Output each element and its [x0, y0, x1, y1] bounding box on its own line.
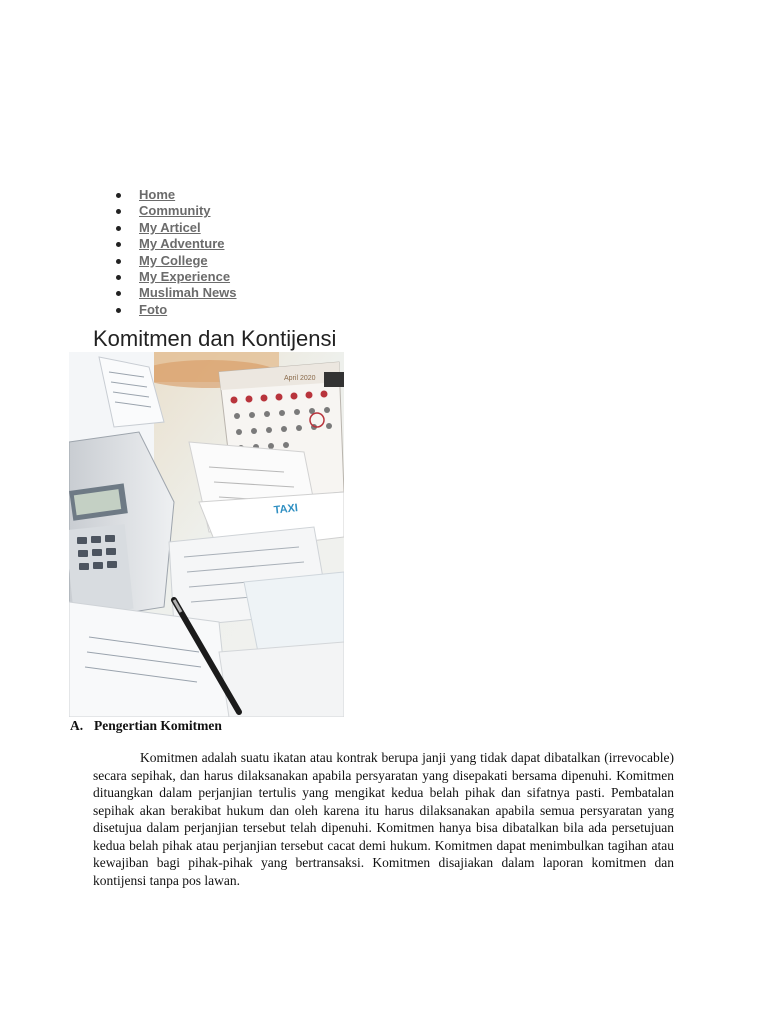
bullet-icon: [116, 209, 121, 214]
nav-item-community: [116, 203, 237, 219]
bullet-icon: [116, 259, 121, 264]
nav-item-my-adventure: [116, 236, 237, 252]
nav-item-home: [116, 187, 237, 203]
body-paragraph: Komitmen adalah suatu ikatan atau kontrak berupa janji yang tidak dapat dibatalkan (irrevocable) secara sepihak, dan harus dilaksanakan apabila persyaratan yang disepakati bersama dipenuhi. Komitmen dituangkan dalam perjanjian tertulis yang mengikat kedua belah pihak dan sifatnya pasti. Pembatalan sepihak akan berakibat hukum dan oleh karena itu harus dilaksanakan apabila semua persyaratan yang disetujua dalam perjanjian tersebut telah dipenuhi. Komitmen hanya bisa dibatalkan bila ada persetujuan kedua belah pihak atau perjanjian tersebut cacat demi hukum. Komitmen dapat menimbulkan tagihan atau kewajiban bagi pihak-pihak yang bertransaksi. Komitmen disajiakan dalam laporan komitmen dan kontijensi tanpa pos lawan.: [93, 750, 674, 888]
nav-item-my-articel: [116, 220, 237, 236]
bullet-icon: [116, 275, 121, 280]
nav-link-my-adventure[interactable]: My Adventure: [139, 236, 225, 252]
bullet-icon: [116, 242, 121, 247]
nav-link-home[interactable]: Home: [139, 187, 176, 202]
bullet-icon: [116, 291, 121, 296]
bullet-icon: [116, 193, 121, 198]
section-heading: [70, 718, 222, 734]
accounting-photo: [69, 352, 344, 717]
nav-item-my-experience: [116, 269, 237, 285]
nav-link-my-college[interactable]: My College: [139, 252, 208, 268]
nav-item-muslimah-news: [116, 285, 237, 301]
section-marker: A.: [70, 718, 84, 733]
nav-item-my-college: [116, 253, 237, 269]
bullet-icon: [116, 308, 121, 313]
taxi-receipt-label: TAXI: [273, 502, 299, 517]
section-heading-text: Pengertian Komitmen: [94, 718, 222, 733]
nav-item-foto: [116, 302, 237, 318]
post-title: Komitmen dan Kontijensi: [93, 326, 337, 351]
nav-link-muslimah-news[interactable]: Muslimah News: [139, 285, 237, 301]
accounting-photo-illustration: [69, 352, 344, 717]
nav-link-my-experience[interactable]: My Experience: [139, 268, 231, 284]
nav-link-community[interactable]: Community: [139, 203, 211, 219]
nav-link-foto[interactable]: Foto: [139, 301, 168, 317]
bullet-icon: [116, 226, 121, 231]
main-nav: [116, 187, 237, 318]
calendar-header: April 2020: [284, 375, 316, 382]
nav-link-my-articel[interactable]: My Articel: [139, 219, 201, 235]
